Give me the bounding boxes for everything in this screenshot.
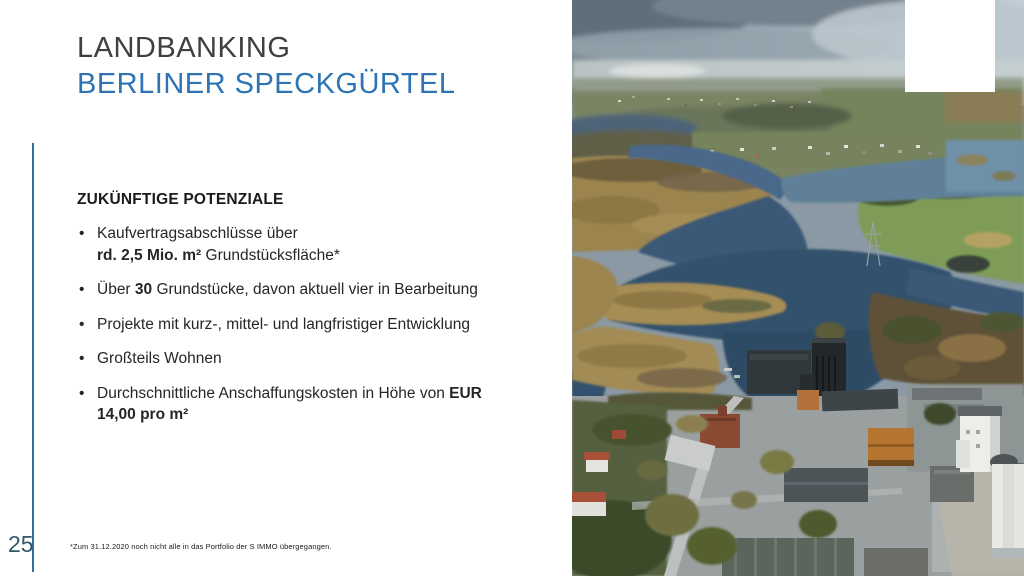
bullet-item: • Großteils Wohnen [77, 348, 485, 370]
section-heading: ZUKÜNFTIGE POTENZIALE [77, 191, 284, 208]
footnote: *Zum 31.12.2020 noch nicht alle in das Portfolio der S IMMO übergegangen. [70, 542, 332, 551]
simmo-s-icon [702, 0, 1024, 81]
bullet-item: • Durchschnittliche Anschaffungskosten in Höhe von EUR 14,00 pro m² [77, 383, 485, 426]
bullet-item: • Kaufvertragsabschlüsse über rd. 2,5 Mio. m² Grundstücksfläche* [77, 223, 485, 266]
left-accent-line [32, 143, 34, 572]
page-number: 25 [8, 531, 34, 557]
bullet-item: • Über 30 Grundstücke, davon aktuell vier in Bearbeitung [77, 279, 485, 301]
content-section [77, 191, 485, 439]
bullet-item: • Projekte mit kurz-, mittel- und langfristiger Entwicklung [77, 314, 485, 336]
slide-header [77, 30, 456, 102]
bullet-list [77, 223, 485, 426]
aerial-photo [572, 0, 1024, 576]
slide-title: LANDBANKING [77, 32, 291, 64]
simmo-logo [905, 0, 995, 92]
slide-subtitle: BERLINER SPECKGÜRTEL [77, 68, 456, 100]
